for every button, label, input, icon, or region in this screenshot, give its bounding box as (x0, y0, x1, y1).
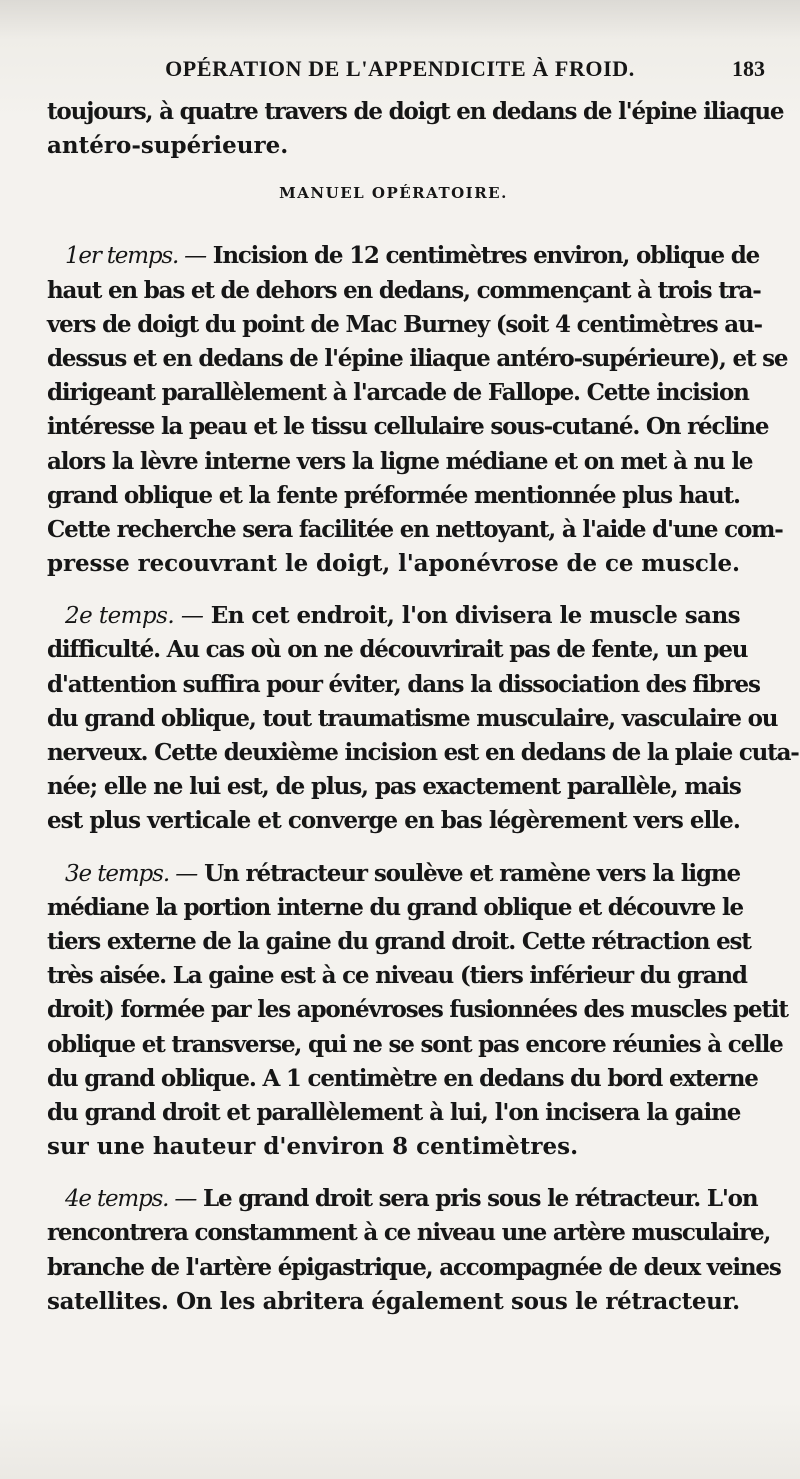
step-label: 3e temps. — (65, 860, 198, 887)
text-line: tiers externe de la gaine du grand droit. Cette rétraction est (47, 927, 751, 955)
text-line: presse recouvrant le doigt, l'aponévrose de ce muscle. (47, 550, 740, 578)
text-line: nerveux. Cette deuxième incision est en dedans de la plaie cuta- (47, 739, 799, 766)
text-line: du grand oblique. A 1 centimètre en dedans du bord externe (47, 1064, 758, 1092)
text-line: grand oblique et la fente préformée mentionnée plus haut. (47, 481, 740, 509)
step-paragraph-2 (47, 599, 799, 838)
text-line (47, 599, 740, 633)
text-line: sur une hauteur d'environ 8 centimètres. (47, 1133, 579, 1161)
step-label: 4e temps. — (65, 1186, 197, 1213)
text-line (47, 857, 740, 891)
page-number: 183 (732, 56, 765, 81)
text-line: Incision de 12 centimètres environ, oblique de (212, 242, 760, 270)
text-line: médiane la portion interne du grand oblique et découvre le (47, 893, 743, 921)
text-line: du grand droit et parallèlement à lui, l'on incisera la gaine (47, 1098, 741, 1126)
step-label: 2e temps. — (65, 603, 204, 630)
text-line: Le grand droit sera pris sous le rétracteur. L'on (202, 1185, 758, 1213)
intro-paragraph (47, 95, 784, 163)
text-line: rencontrera constamment à ce niveau une artère musculaire, (47, 1219, 771, 1247)
text-line: difficulté. Au cas où on ne découvrirait pas de fente, un peu (47, 636, 748, 664)
text-line: toujours, à quatre travers de doigt en dedans de l'épine iliaque (47, 98, 784, 125)
page-header (0, 50, 800, 90)
text-line: branche de l'artère épigastrique, accompagnée de deux veines (47, 1253, 781, 1281)
body-text (47, 95, 799, 1319)
text-line: droit) formée par les aponévroses fusionnées des muscles petit (47, 996, 788, 1024)
text-line: alors la lèvre interne vers la ligne médiane et on met à nu le (47, 447, 753, 475)
step-paragraph-3 (47, 857, 788, 1165)
text-line: est plus verticale et converge en bas légèrement vers elle. (47, 807, 740, 835)
text-line: Un rétracteur soulève et ramène vers la ligne (204, 859, 741, 887)
text-line: dessus et en dedans de l'épine iliaque antéro-supérieure), et se (47, 344, 788, 372)
step-label: 1er temps. — (65, 243, 206, 270)
text-line: très aisée. La gaine est à ce niveau (tiers inférieur du grand (47, 962, 747, 990)
running-title: OPÉRATION DE L'APPENDICITE À FROID. (165, 56, 635, 81)
text-line: née; elle ne lui est, de plus, pas exactement parallèle, mais (47, 773, 741, 801)
text-line: intéresse la peau et le tissu cellulaire sous-cutané. On récline (47, 413, 769, 441)
text-line: oblique et transverse, qui ne se sont pas encore réunies à celle (47, 1030, 783, 1058)
text-line: antéro-supérieure. (47, 132, 289, 160)
text-line: vers de doigt du point de Mac Burney (soit 4 centimètres au- (47, 310, 762, 338)
text-line: haut en bas et de dehors en dedans, commençant à trois tra- (47, 276, 761, 304)
section-title: MANUEL OPÉRATOIRE. (279, 184, 508, 203)
text-line: En cet endroit, l'on divisera le muscle sans (210, 602, 741, 630)
text-line (47, 1182, 758, 1216)
text-line: dirigeant parallèlement à l'arcade de Fallope. Cette incision (47, 379, 749, 407)
step-paragraph-1 (47, 239, 788, 581)
text-line: satellites. On les abritera également sous le rétracteur. (47, 1287, 740, 1315)
text-line: Cette recherche sera facilitée en nettoyant, à l'aide d'une com- (47, 515, 783, 543)
text-line: du grand oblique, tout traumatisme musculaire, vasculaire ou (47, 704, 778, 732)
step-paragraph-4 (47, 1182, 781, 1319)
text-line: d'attention suffira pour éviter, dans la dissociation des fibres (47, 670, 760, 698)
text-line (47, 239, 760, 273)
